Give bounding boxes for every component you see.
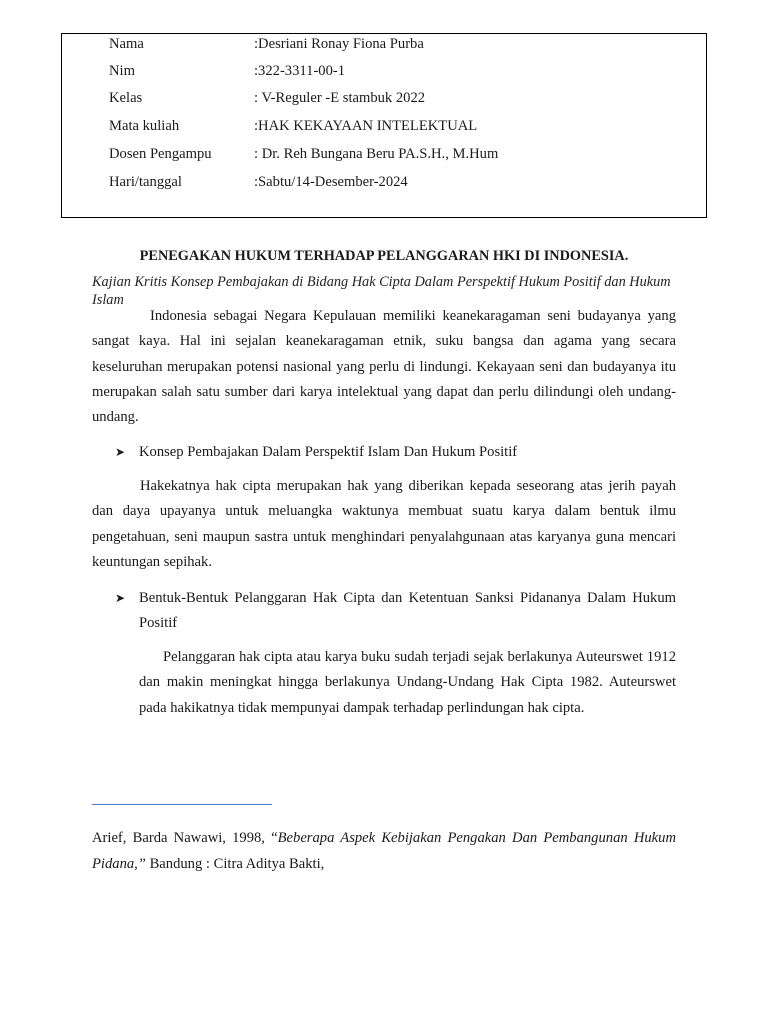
intro-paragraph: Indonesia sebagai Negara Kepulauan memiliki keanekaragaman seni budayanya yang sangat kaya. Hal ini sejalan keanekaragaman etnik, suku bangsa dan agama yang secara keseluruhan merupakan potensi nasional yang perlu di lindungi. Kekayaan seni dan budayanya itu merupakan salah satu sumber dari karya intelektual yang dapat dan perlu dilindungi oleh undang- undang. [92, 308, 676, 426]
identity-value: : Dr. Reh Bungana Beru PA.S.H., M.Hum [254, 146, 499, 162]
identity-label: Kelas [109, 90, 143, 106]
footnote-separator [92, 804, 272, 805]
arrow-bullet-icon: ➤ [115, 445, 126, 459]
paragraph-hakekat: Hakekatnya hak cipta merupakan hak yang diberikan kepada seseorang atas jerih payah dan daya upayanya untuk meluangka waktunya membuat suatu karya dalam bentuk ilmu pengetahuan, seni maupun sastra untuk menghindari penyalahgunaan atas karyanya guna mencari keuntungan sepihak. [92, 478, 676, 570]
reference-title: Beberapa Aspek Kebijakan Pengakan Dan Pembangunan Hukum Pidana,” [92, 830, 676, 872]
bullet-text: Konsep Pembajakan Dalam Perspektif Islam Dan Hukum Positif [139, 444, 518, 460]
identity-value: : V-Reguler -E stambuk 2022 [254, 90, 426, 106]
identity-label: Dosen Pengampu [109, 146, 212, 162]
paragraph-pelanggaran: Pelanggaran hak cipta atau karya buku sudah terjadi sejak berlakunya Auteurswet 1912 dan makin meningkat hingga berlakunya Undang-Undang Hak Cipta 1982. Auteurswet pada hakikatnya tidak mempunyai dampak terhadap perlindungan hak cipta. [139, 649, 676, 716]
identity-value: :Desriani Ronay Fiona Purba [254, 36, 424, 52]
document-subtitle: Kajian Kritis Konsep Pembajakan di Bidang Hak Cipta Dalam Perspektif Hukum Positif dan Hukum Islam [92, 274, 671, 308]
arrow-bullet-icon: ➤ [115, 591, 126, 605]
document-title: PENEGAKAN HUKUM TERHADAP PELANGGARAN HKI DI INDONESIA. [139, 248, 629, 264]
identity-value: :HAK KEKAYAAN INTELEKTUAL [254, 118, 478, 134]
identity-value: :Sabtu/14-Desember-2024 [254, 174, 408, 190]
footnote-reference [92, 825, 676, 877]
identity-value: :322-3311-00-1 [254, 63, 346, 79]
identity-label: Mata kuliah [109, 118, 180, 134]
student-identity-box [61, 33, 707, 218]
identity-label: Nim [109, 63, 135, 79]
bullet-text: Bentuk-Bentuk Pelanggaran Hak Cipta dan Ketentuan Sanksi Pidananya Dalam Hukum Positif [139, 590, 676, 631]
reference-prefix: Arief, Barda Nawawi, 1998, “ [92, 830, 278, 846]
reference-suffix: Bandung : Citra Aditya Bakti, [145, 856, 325, 872]
bullet-item-bentuk [115, 586, 676, 636]
bullet-item-konsep [115, 440, 676, 465]
identity-label: Nama [109, 36, 144, 52]
identity-label: Hari/tanggal [109, 174, 182, 190]
